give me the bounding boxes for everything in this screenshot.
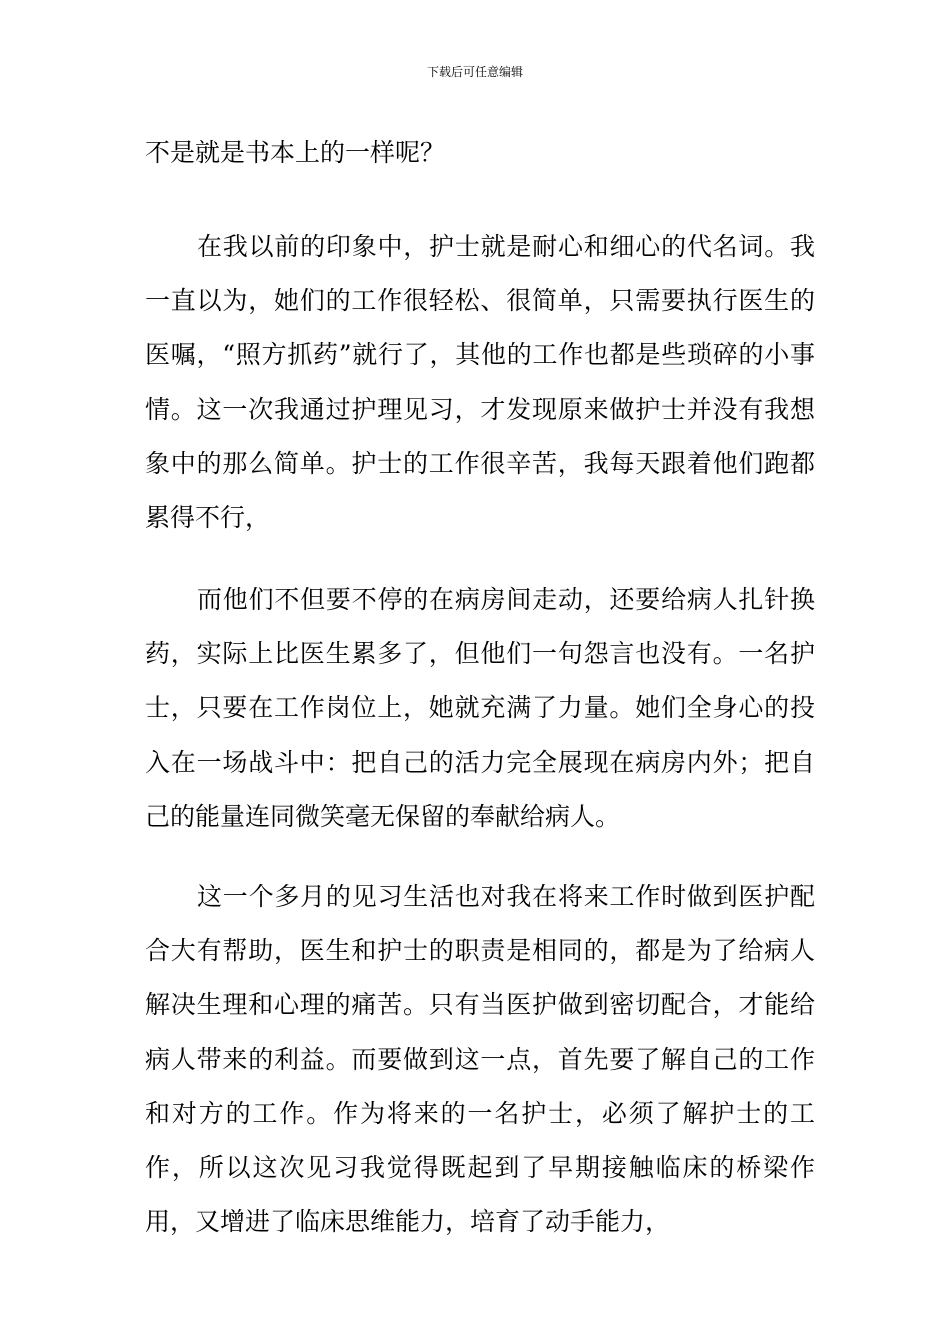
paragraph-text: 不是就是书本上的一样呢？ [145,138,446,167]
paragraph-3 [145,573,815,844]
paragraph-2 [145,220,815,545]
paragraph-text: 在我以前的印象中，护士就是耐心和细心的代名词。我一直以为，她们的工作很轻松、很简单，只需要执行医生的医嘱，“照方抓药”就行了，其他的工作也都是些琐碎的小事情。这一次我通过护理见习，才发现原来做护士并没有我想象中的那么简单。护士的工作很辛苦，我每天跟着他们跑都累得不行， [145,232,815,533]
paragraph-4 [145,870,815,1249]
paragraph-1 [145,126,815,180]
paragraph-text: 而他们不但要不停的在病房间走动，还要给病人扎针换药，实际上比医生累多了，但他们一句怨言也没有。一名护士，只要在工作岗位上，她就充满了力量。她们全身心的投入在一场战斗中：把自己的活力完全展现在病房内外；把自己的能量连同微笑毫无保留的奉献给病人。 [145,585,815,831]
page-header: 下载后可任意编辑 [426,65,523,79]
paragraph-text: 这一个多月的见习生活也对我在将来工作时做到医护配合大有帮助，医生和护士的职责是相同的，都是为了给病人解决生理和心理的痛苦。只有当医护做到密切配合，才能给病人带来的利益。而要做到这一点，首先要了解自己的工作和对方的工作。作为将来的一名护士，必须了解护士的工作，所以这次见习我觉得既起到了早期接触临床的桥梁作用，又增进了临床思维能力，培育了动手能力， [145,882,815,1237]
